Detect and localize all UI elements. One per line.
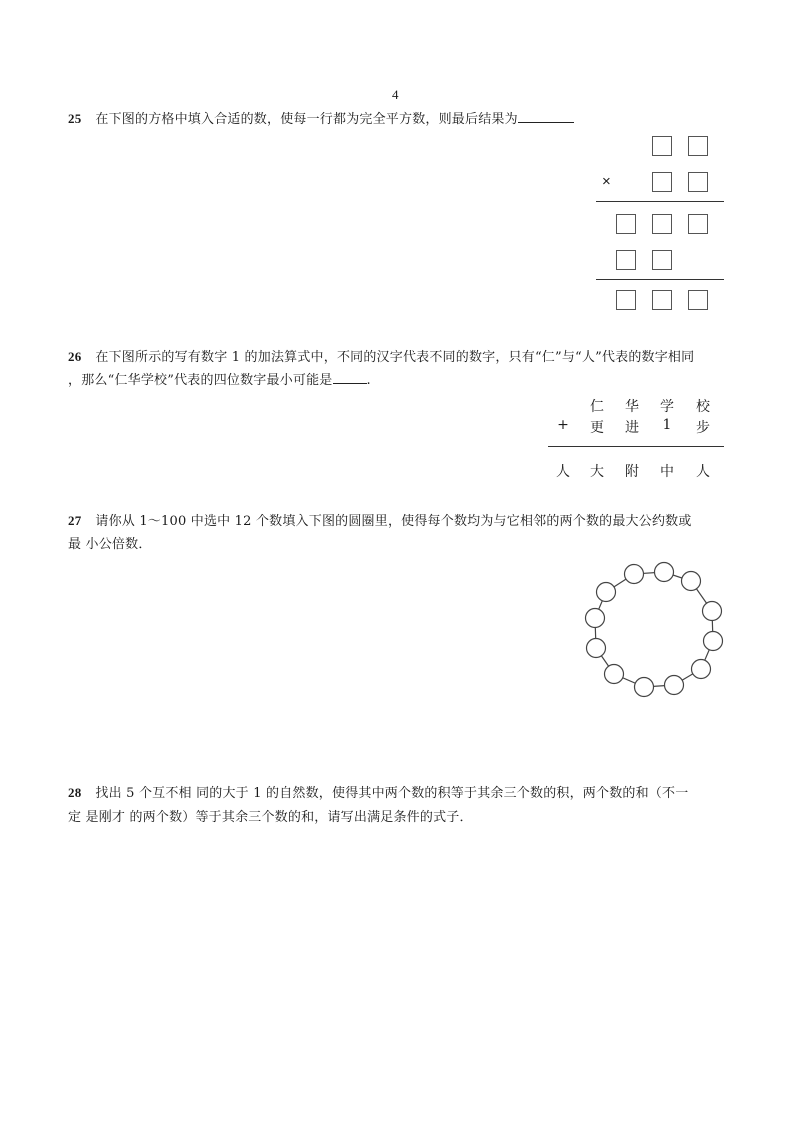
answer-blank-26[interactable]: [333, 382, 367, 384]
question-27-number: 27: [68, 513, 82, 528]
ring-circle[interactable]: [682, 572, 701, 591]
digit-box[interactable]: [652, 214, 672, 234]
ring-circle[interactable]: [605, 665, 624, 684]
char-da: 大: [590, 464, 604, 480]
question-26-line-1: [68, 346, 694, 365]
digit-box[interactable]: [652, 136, 672, 156]
question-28-body-1: 找出 5 个互不相 同的大于 1 的自然数，使得其中两个数的积等于其余三个数的积，两个数的和（不一: [95, 786, 689, 801]
char-zhong: 中: [660, 464, 674, 480]
question-26-number: 26: [68, 349, 82, 364]
char-jin: 进: [625, 420, 639, 436]
ring-circle[interactable]: [625, 565, 644, 584]
ring-circle[interactable]: [665, 676, 684, 695]
digit-box[interactable]: [616, 214, 636, 234]
ring-circle[interactable]: [655, 563, 674, 582]
ring-circle[interactable]: [635, 678, 654, 697]
digit-box[interactable]: [688, 214, 708, 234]
question-25-body: 在下图的方格中填入合适的数，使每一行都为完全平方数，则最后结果为: [95, 112, 518, 127]
question-25-number: 25: [68, 111, 82, 126]
question-27-body-2: 最 小公倍数．: [68, 537, 152, 552]
circle-ring-figure: [578, 557, 730, 703]
ring-circle[interactable]: [587, 639, 606, 658]
question-28-number: 28: [68, 785, 82, 800]
product-line-2: [596, 279, 724, 280]
product-line-1: [596, 201, 724, 202]
digit-box[interactable]: [688, 290, 708, 310]
char-bu: 步: [696, 420, 710, 436]
page-number: 4: [392, 87, 399, 102]
ring-circle[interactable]: [703, 602, 722, 621]
digit-box[interactable]: [652, 172, 672, 192]
digit-box[interactable]: [652, 250, 672, 270]
char-ren-result: 人: [556, 464, 570, 480]
ring-circle[interactable]: [586, 609, 605, 628]
char-xue: 学: [660, 399, 674, 415]
char-one: 1: [662, 417, 672, 433]
question-26-line-2: [68, 369, 371, 388]
times-sign: ×: [602, 173, 611, 190]
question-26-period: .: [366, 373, 371, 388]
question-26-body-2: ，那么“仁华学校”代表的四位数字最小可能是: [68, 373, 333, 388]
char-hua: 华: [625, 399, 639, 415]
char-fu: 附: [625, 464, 639, 480]
sum-line: [548, 446, 724, 447]
digit-box[interactable]: [616, 290, 636, 310]
ring-circle[interactable]: [597, 583, 616, 602]
char-geng: 更: [590, 420, 604, 436]
digit-box[interactable]: [616, 250, 636, 270]
char-xiao: 校: [696, 399, 710, 415]
plus-sign: +: [557, 417, 569, 433]
question-25-text: [68, 108, 574, 127]
digit-box[interactable]: [688, 136, 708, 156]
char-ren: 仁: [590, 399, 604, 415]
question-27-body-1: 请你从 1～100 中选中 12 个数填入下图的圆圈里，使得每个数均为与它相邻的两个数的最大公约数或: [95, 514, 692, 529]
digit-box[interactable]: [652, 290, 672, 310]
question-27-line-1: [68, 510, 692, 529]
ring-circle[interactable]: [692, 660, 711, 679]
question-27-line-2: [68, 533, 152, 552]
ring-circle[interactable]: [704, 632, 723, 651]
question-28-body-2: 定 是刚才 的两个数）等于其余三个数的和，请写出满足条件的式子．: [68, 810, 473, 825]
digit-box[interactable]: [688, 172, 708, 192]
question-28-line-1: [68, 782, 688, 801]
question-28-line-2: [68, 806, 473, 825]
char-ren-last: 人: [696, 464, 710, 480]
answer-blank-25[interactable]: [518, 121, 574, 123]
question-26-body-1: 在下图所示的写有数字 1 的加法算式中，不同的汉字代表不同的数字，只有“仁”与“人”代表的数字相同: [95, 350, 695, 365]
